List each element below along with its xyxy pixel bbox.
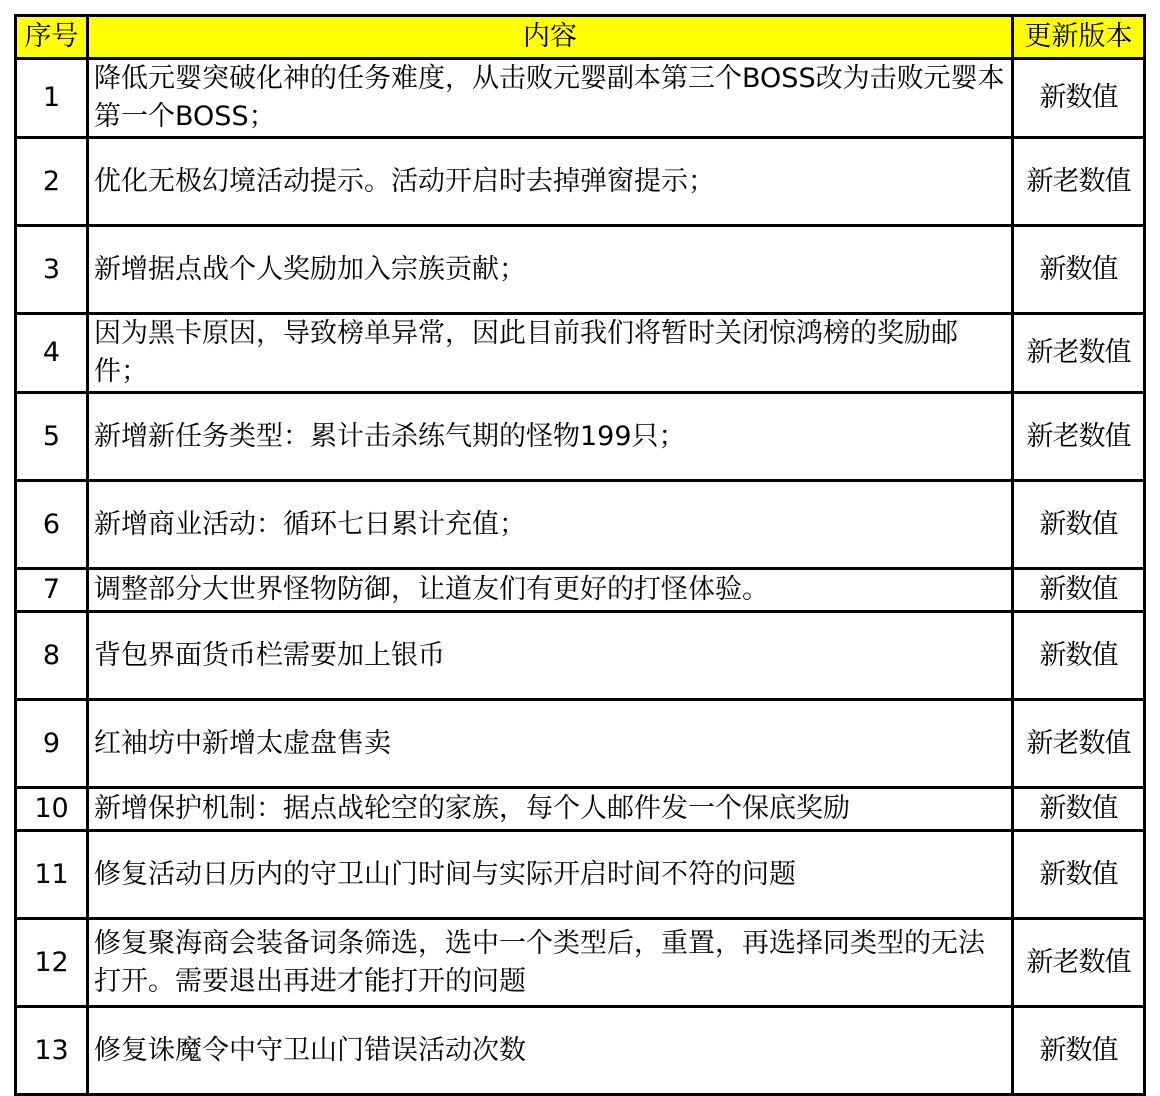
row-number: 10: [16, 788, 88, 831]
table-row: [16, 314, 1145, 393]
row-version: 新数值: [1013, 1007, 1145, 1095]
row-content: 背包界面货币栏需要加上银币: [88, 612, 1013, 700]
changelog-table: [14, 14, 1146, 1096]
row-version: 新数值: [1013, 226, 1145, 314]
row-content: 新增新任务类型：累计击杀练气期的怪物199只；: [88, 393, 1013, 481]
row-number: 9: [16, 700, 88, 788]
row-content: 修复聚海商会装备词条筛选，选中一个类型后，重置，再选择同类型的无法打开。需要退出再进才能打开的问题: [88, 919, 1013, 1007]
row-number: 11: [16, 831, 88, 919]
table-row: [16, 59, 1145, 138]
row-number: 1: [16, 59, 88, 138]
table-row: [16, 481, 1145, 569]
row-number: 4: [16, 314, 88, 393]
row-version: 新老数值: [1013, 919, 1145, 1007]
header-num: 序号: [16, 16, 88, 59]
row-version: 新老数值: [1013, 138, 1145, 226]
row-version: 新数值: [1013, 481, 1145, 569]
row-version: 新数值: [1013, 569, 1145, 612]
table-row: [16, 138, 1145, 226]
row-number: 3: [16, 226, 88, 314]
header-row: [16, 16, 1145, 59]
row-version: 新老数值: [1013, 700, 1145, 788]
table-row: [16, 226, 1145, 314]
row-version: 新老数值: [1013, 314, 1145, 393]
table-row: [16, 831, 1145, 919]
row-version: 新数值: [1013, 59, 1145, 138]
row-number: 7: [16, 569, 88, 612]
row-content: 红袖坊中新增太虚盘售卖: [88, 700, 1013, 788]
row-content: 优化无极幻境活动提示。活动开启时去掉弹窗提示；: [88, 138, 1013, 226]
row-number: 5: [16, 393, 88, 481]
row-content: 因为黑卡原因，导致榜单异常，因此目前我们将暂时关闭惊鸿榜的奖励邮件；: [88, 314, 1013, 393]
row-number: 13: [16, 1007, 88, 1095]
row-content: 修复诛魔令中守卫山门错误活动次数: [88, 1007, 1013, 1095]
row-version: 新数值: [1013, 831, 1145, 919]
table-row: [16, 919, 1145, 1007]
changelog-sheet: [14, 14, 1143, 1096]
row-content: 新增商业活动：循环七日累计充值；: [88, 481, 1013, 569]
row-version: 新老数值: [1013, 393, 1145, 481]
row-number: 12: [16, 919, 88, 1007]
table-row: [16, 612, 1145, 700]
row-version: 新数值: [1013, 612, 1145, 700]
row-content: 修复活动日历内的守卫山门时间与实际开启时间不符的问题: [88, 831, 1013, 919]
row-content: 降低元婴突破化神的任务难度，从击败元婴副本第三个BOSS改为击败元婴本第一个BOSS；: [88, 59, 1013, 138]
row-number: 8: [16, 612, 88, 700]
table-row: [16, 569, 1145, 612]
row-content: 新增据点战个人奖励加入宗族贡献；: [88, 226, 1013, 314]
table-row: [16, 393, 1145, 481]
header-version: 更新版本: [1013, 16, 1145, 59]
row-number: 6: [16, 481, 88, 569]
table-row: [16, 700, 1145, 788]
row-content: 调整部分大世界怪物防御，让道友们有更好的打怪体验。: [88, 569, 1013, 612]
row-version: 新数值: [1013, 788, 1145, 831]
table-row: [16, 1007, 1145, 1095]
table-row: [16, 788, 1145, 831]
header-content: 内容: [88, 16, 1013, 59]
row-content: 新增保护机制：据点战轮空的家族，每个人邮件发一个保底奖励: [88, 788, 1013, 831]
row-number: 2: [16, 138, 88, 226]
